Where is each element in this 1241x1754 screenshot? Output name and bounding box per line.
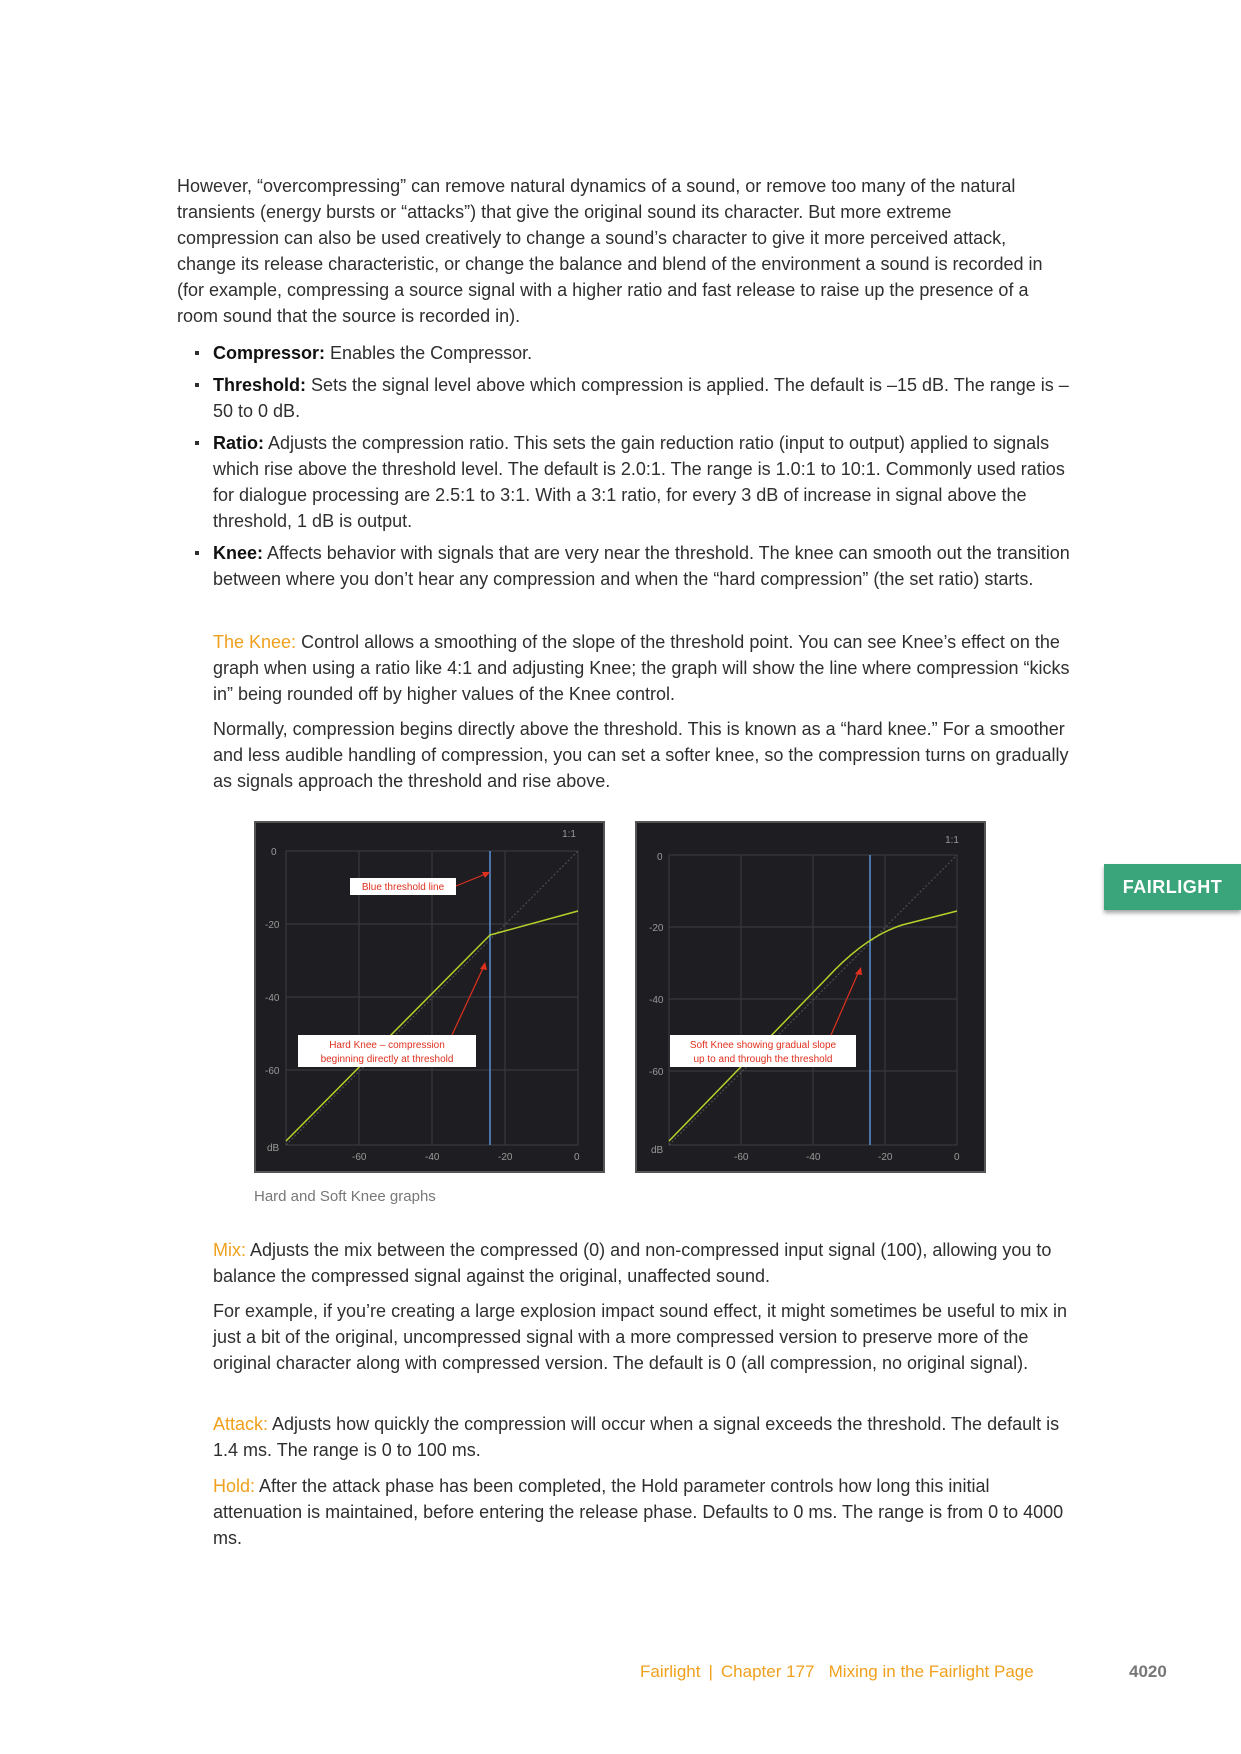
- y-unit: dB: [651, 1145, 664, 1156]
- y-tick: -40: [265, 993, 280, 1004]
- attack-paragraph: [213, 1411, 1073, 1463]
- desc-threshold: Sets the signal level above which compression is applied. The default is –15 dB. The range is –50 to 0 dB.: [213, 375, 1069, 421]
- term-ratio: Ratio:: [213, 433, 264, 453]
- mix-paragraph: [213, 1237, 1073, 1289]
- knee-explanation-paragraph: Normally, compression begins directly above the threshold. This is known as a “hard knee.” For a smoother and less audible handling of compression, you can set a softer knee, so the compression turns on gradually as signals approach the threshold and rise above.: [213, 719, 1069, 791]
- ratio-label: 1:1: [945, 835, 959, 846]
- soft-knee-callout-line1: Soft Knee showing gradual slope: [689, 1040, 837, 1051]
- y-tick: -60: [649, 1067, 664, 1078]
- footer-title: Mixing in the Fairlight Page: [828, 1662, 1034, 1681]
- x-tick: 0: [954, 1152, 960, 1163]
- x-tick: -60: [352, 1152, 367, 1163]
- page-footer: [640, 1662, 1034, 1682]
- x-tick: -40: [425, 1152, 440, 1163]
- knee-callout-line1: Hard Knee – compression: [329, 1040, 445, 1051]
- x-tick: -40: [806, 1152, 821, 1163]
- list-item-knee: [195, 540, 1075, 592]
- term-mix: Mix:: [213, 1240, 246, 1260]
- x-tick: 0: [574, 1152, 580, 1163]
- term-compressor: Compressor:: [213, 343, 326, 363]
- x-tick: -20: [878, 1152, 893, 1163]
- y-unit: dB: [267, 1143, 280, 1154]
- desc-ratio: Adjusts the compression ratio. This sets the gain reduction ratio (input to output) applied to signals which rise above the threshold level. The default is 2.0:1. The range is 1.0:1 to 10:1. Commonly used ratios for dialogue processing are 2.5:1 to 3:1. With a 3:1 ratio, for every 3 dB of increase in signal above the threshold, 1 dB is output.: [213, 433, 1065, 531]
- hold-paragraph: [213, 1473, 1073, 1551]
- knee-note-paragraph: [213, 629, 1073, 707]
- desc-mix: Adjusts the mix between the compressed (0) and non-compressed input signal (100), allowing you to balance the compressed signal against the original, unaffected sound.: [213, 1240, 1052, 1286]
- y-tick: -20: [265, 920, 280, 931]
- term-threshold: Threshold:: [213, 375, 306, 395]
- y-tick: -40: [649, 995, 664, 1006]
- y-tick: 0: [657, 852, 663, 863]
- desc-the-knee: Control allows a smoothing of the slope of the threshold point. You can see Knee’s effect on the graph when using a ratio like 4:1 and adjusting Knee; the graph will show the line where compression “kicks in” being rounded off by higher values of the Knee control.: [213, 632, 1070, 704]
- section-side-tab[interactable]: FAIRLIGHT: [1104, 864, 1241, 910]
- desc-attack: Adjusts how quickly the compression will occur when a signal exceeds the threshold. The default is 1.4 ms. The range is 0 to 100 ms.: [213, 1414, 1060, 1460]
- term-attack: Attack:: [213, 1414, 269, 1434]
- ratio-label: 1:1: [562, 829, 576, 840]
- list-item-ratio: [195, 430, 1075, 534]
- mix-example-paragraph: For example, if you’re creating a large explosion impact sound effect, it might sometimes be useful to mix in just a bit of the original, uncompressed signal with a more compressed version to preserve more of the original character along with compressed version. The default is 0 (all compression, no original signal).: [213, 1301, 1068, 1373]
- term-hold: Hold:: [213, 1476, 256, 1496]
- page-number: 4020: [1129, 1662, 1167, 1681]
- footer-divider: |: [708, 1662, 713, 1681]
- desc-hold: After the attack phase has been completed, the Hold parameter controls how long this initial attenuation is maintained, before entering the release phase. Defaults to 0 ms. The range is from 0 to 4000 ms.: [213, 1476, 1064, 1548]
- threshold-callout: Blue threshold line: [361, 882, 445, 893]
- x-tick: -20: [498, 1152, 513, 1163]
- figure-caption: Hard and Soft Knee graphs: [254, 1188, 436, 1205]
- y-tick: -60: [265, 1066, 280, 1077]
- y-tick: -20: [649, 923, 664, 934]
- soft-knee-arrow: [831, 971, 859, 1035]
- list-item-compressor: [195, 340, 1075, 366]
- footer-section: Fairlight: [640, 1662, 701, 1681]
- threshold-arrow: [456, 873, 488, 886]
- y-tick: 0: [271, 847, 277, 858]
- soft-knee-graph-svg: [637, 823, 984, 1171]
- knee-callout-line2: beginning directly at threshold: [320, 1054, 454, 1065]
- arrowhead: [855, 967, 862, 975]
- parameter-list: [195, 340, 1075, 598]
- soft-knee-callout-line2: up to and through the threshold: [693, 1054, 833, 1065]
- intro-paragraph: However, “overcompressing” can remove natural dynamics of a sound, or remove too many of the natural transients (energy bursts or “attacks”) that give the original sound its character. But more extreme compression can also be used creatively to change a sound’s character to give it more perceived attack, change its release characteristic, or change the balance and blend of the environment a sound is recorded in (for example, compressing a source signal with a higher ratio and fast release to raise up the presence of a room sound that the source is recorded in).: [177, 176, 1043, 326]
- desc-compressor: Enables the Compressor.: [325, 343, 533, 363]
- hard-knee-graph: [254, 821, 605, 1173]
- x-tick: -60: [734, 1152, 749, 1163]
- arrowhead: [480, 962, 487, 970]
- hard-knee-graph-svg: [256, 823, 603, 1171]
- desc-knee: Affects behavior with signals that are very near the threshold. The knee can smooth out the transition between where you don’t hear any compression and when the “hard compression” (the set ratio) starts.: [213, 543, 1070, 589]
- knee-arrow: [452, 966, 484, 1035]
- soft-knee-graph: [635, 821, 986, 1173]
- term-knee: Knee:: [213, 543, 264, 563]
- term-the-knee: The Knee:: [213, 632, 297, 652]
- list-item-threshold: [195, 372, 1075, 424]
- footer-chapter: Chapter 177: [720, 1662, 815, 1681]
